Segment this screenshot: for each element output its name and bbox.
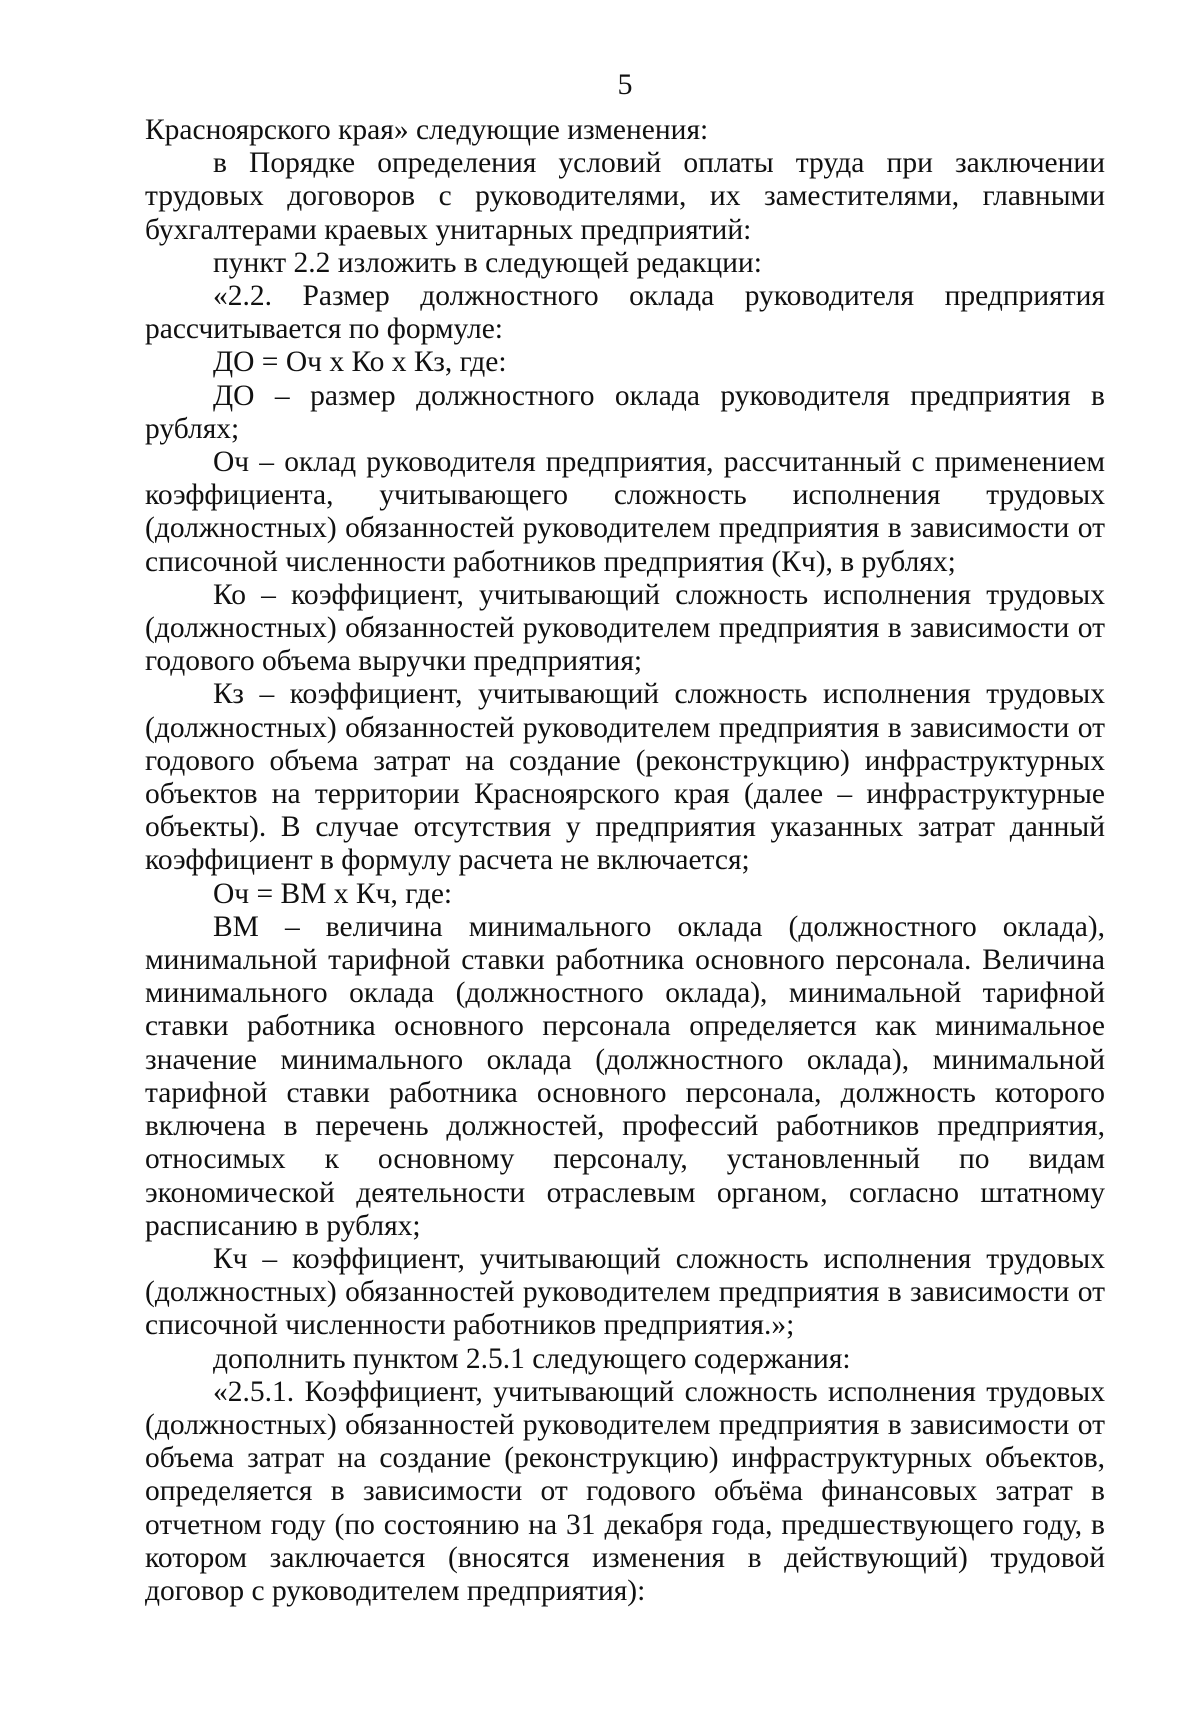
- paragraph: Оч – оклад руководителя предприятия, рассчитанный с применением коэффициента, учитывающего сложность исполнения трудовых (должностных) обязанностей руководителем предприятия в зависимости от списочной численности работников предприятия (Кч), в рублях;: [145, 446, 1105, 578]
- paragraph: Кз – коэффициент, учитывающий сложность исполнения трудовых (должностных) обязанностей руководителем предприятия в зависимости от годового объема затрат на создание (реконструкцию) инфраструктурных объектов на территории Красноярского края (далее – инфраструктурные объекты). В случае отсутствия у предприятия указанных затрат данный коэффициент в формулу расчета не включается;: [145, 678, 1105, 877]
- paragraph: Кч – коэффициент, учитывающий сложность исполнения трудовых (должностных) обязанностей руководителем предприятия в зависимости от списочной численности работников предприятия.»;: [145, 1242, 1105, 1342]
- formula-line: ДО = Оч х Ко х Кз, где:: [213, 346, 507, 379]
- paragraph: ВМ – величина минимального оклада (должностного оклада), минимальной тарифной ставки работника основного персонала. Величина минимального оклада (должностного оклада), минимальной тарифной ставки работника основного персонала определяется как минимальное значение минимального оклада (должностного оклада), минимальной тарифной ставки работника основного персонала, должность которого включена в перечень должностей, профессий работников предприятия, относимых к основному персоналу, установленный по видам экономической деятельности отраслевым органом, согласно штатному расписанию в рублях;: [145, 910, 1105, 1242]
- paragraph: пункт 2.2 изложить в следующей редакции:: [213, 246, 762, 279]
- paragraph: «2.2. Размер должностного оклада руководителя предприятия рассчитывается по формуле:: [145, 280, 1105, 346]
- paragraph: в Порядке определения условий оплаты труда при заключении трудовых договоров с руководителями, их заместителями, главными бухгалтерами краевых унитарных предприятий:: [145, 147, 1105, 246]
- paragraph: «2.5.1. Коэффициент, учитывающий сложность исполнения трудовых (должностных) обязанностей руководителем предприятия в зависимости от объема затрат на создание (реконструкцию) инфраструктурных объектов, определяется в зависимости от годового объёма финансовых затрат в отчетном году (по состоянию на 31 декабря года, предшествующего году, в котором заключается (вносятся изменения в действующий) трудовой договор с руководителем предприятия):: [145, 1375, 1105, 1607]
- paragraph: дополнить пунктом 2.5.1 следующего содержания:: [213, 1342, 851, 1375]
- page-number: 5: [617, 68, 633, 101]
- paragraph: Ко – коэффициент, учитывающий сложность исполнения трудовых (должностных) обязанностей руководителем предприятия в зависимости от годового объема выручки предприятия;: [145, 578, 1105, 678]
- formula-line: Оч = ВМ х Кч, где:: [213, 877, 453, 910]
- paragraph: ДО – размер должностного оклада руководителя предприятия в рублях;: [145, 379, 1105, 445]
- document-body: [145, 114, 1105, 1608]
- paragraph: Красноярского края» следующие изменения:: [145, 114, 709, 146]
